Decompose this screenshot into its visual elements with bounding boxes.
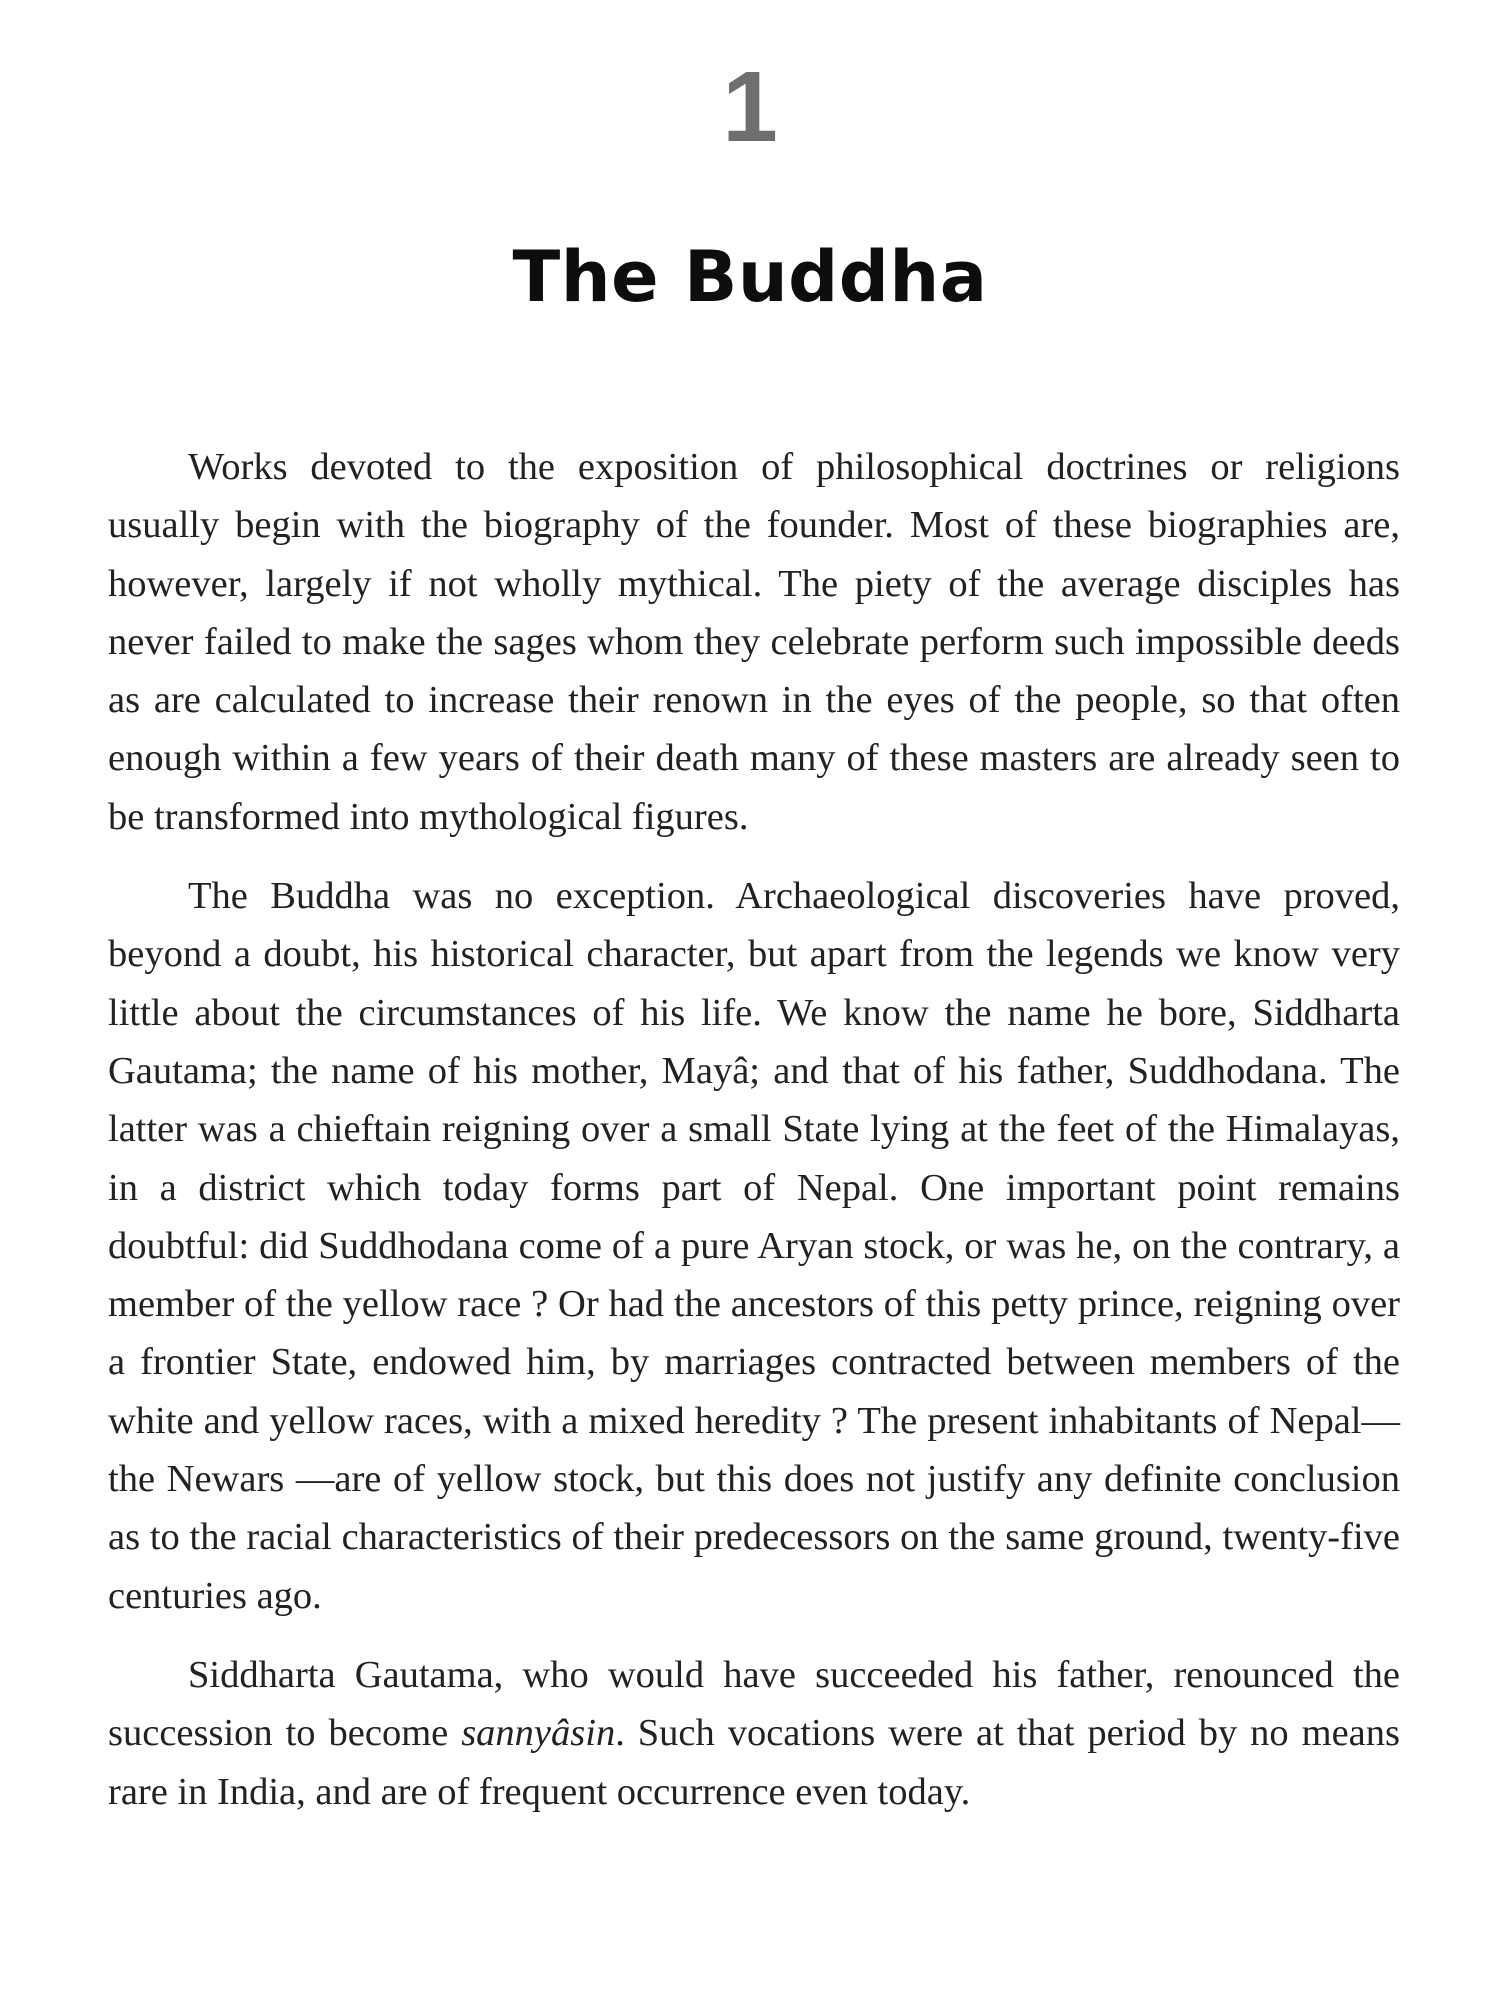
paragraph-1: Works devoted to the exposition of philosophical doctrines or religions usually begin with the biography of the founder. Most of these biographies are, however, largely if not wholly mythical. The piety of the average disciples has never failed to make the sages whom they celebrate perform such impossible deeds as are calculated to increase their renown in the eyes of the people, so that often enough within a few years of their death many of these masters are already seen to be transformed into mythological figures. — [108, 446, 1400, 838]
chapter-number: 1 — [722, 51, 778, 163]
paragraph-3-part-2: . Such vocations were at that period by no means rare in India, and are of frequent occurrence even today. — [108, 1712, 1400, 1813]
paragraph-2: The Buddha was no exception. Archaeological discoveries have proved, beyond a doubt, his historical character, but apart from the legends we know very little about the circumstances of his life. We know the name he bore, Siddharta Gautama; the name of his mother, Mayâ; and that of his father, Suddhodana. The latter was a chieftain reigning over a small State lying at the feet of the Himalayas, in a district which today forms part of Nepal. One important point remains doubtful: did Suddhodana come of a pure Aryan stock, or was he, on the contrary, a member of the yellow race ? Or had the ancestors of this petty prince, reigning over a frontier State, endowed him, by marriages contracted between members of the white and yellow races, with a mixed heredity ? The present inhabitants of Nepal— the Newars —are of yellow stock, but this does not justify any definite conclusion as to the racial characteristics of their predecessors on the same ground, twenty-five centuries ago. — [108, 875, 1400, 1617]
paragraph-3 — [108, 1646, 1400, 1821]
paragraph-3-emphasis: sannyâsin — [461, 1712, 616, 1755]
paragraph-3-part-1: Siddharta Gautama, who would have succeeded his father, renounced the succession to become — [108, 1653, 1400, 1755]
chapter-body — [108, 438, 1400, 1842]
chapter-title: The Buddha — [512, 236, 988, 318]
